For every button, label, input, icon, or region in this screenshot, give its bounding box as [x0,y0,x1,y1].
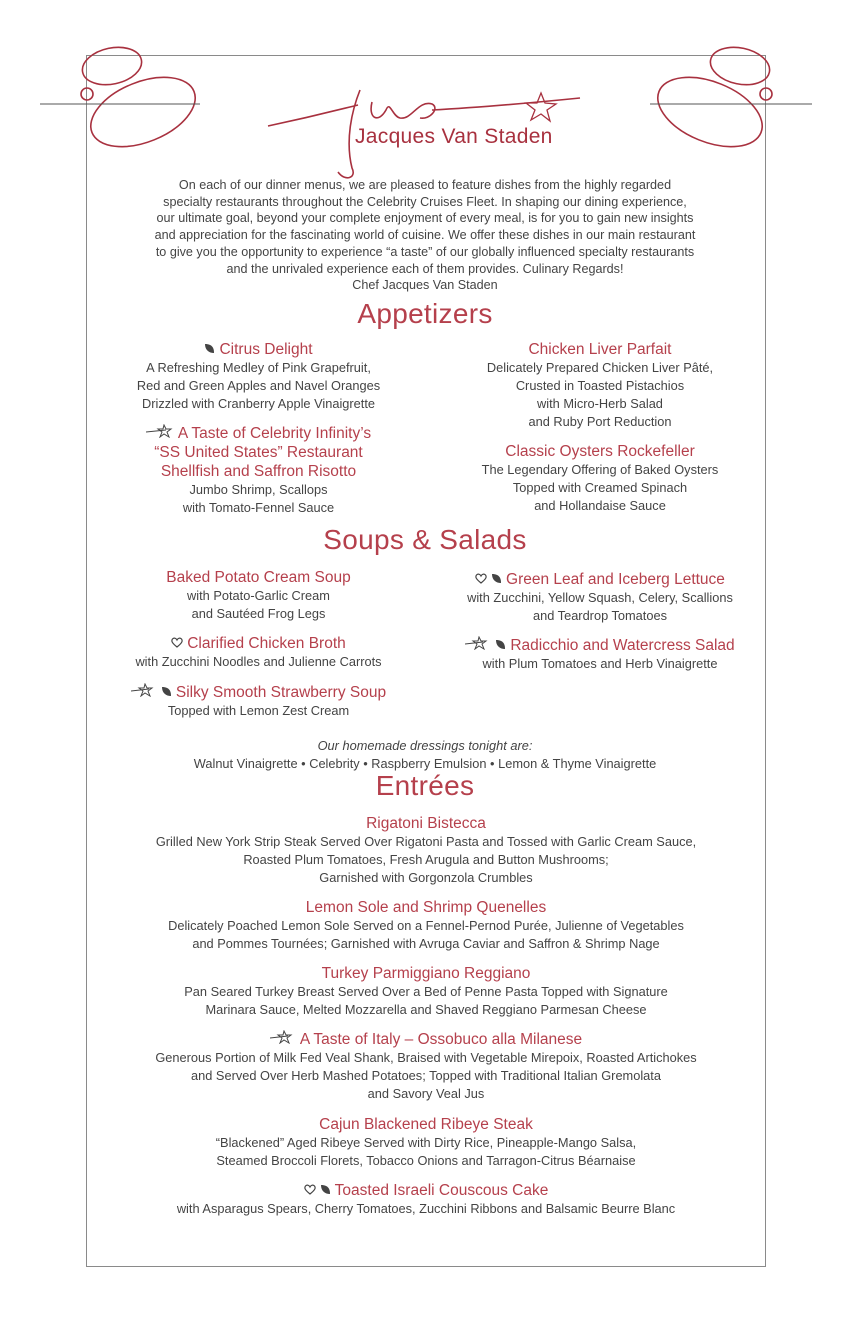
menu-item: Baked Potato Cream Soup with Potato-Garlic Cream and Sautéed Frog Legs [86,568,431,623]
item-name: Cajun Blackened Ribeye Steak [319,1116,533,1133]
item-name: Turkey Parmiggiano Reggiano [321,965,531,982]
chef-signature-name: Jacques Van Staden [355,125,553,148]
menu-item: A Taste of Italy – Ossobuco alla Milanese Generous Portion of Milk Fed Veal Shank, Braised with Vegetable Mirepoix, Roasted Artichokes and Served Over Herb Mashed Potatoes; Topped with Traditional Italian Gremolata and Savory Veal Jus [155,1031,697,1102]
intro-paragraph: On each of our dinner menus, we are pleased to feature dishes from the highly regarded specialty restaurants throughout the Celebrity Cruises Fleet. In shaping our dining experience, our ultimate goal, beyond your complete enjoyment of every meal, is for you to gain new insights and appreciation for the fascinating world of cuisine. We offer these dishes in our main restaurant to give you the opportunity to experience “a taste” of our globally influenced specialty restaurants and the unrivaled experience each of them provides. Culinary Regards! Chef Jacques Van Staden [154,178,696,293]
menu-item: Green Leaf and Iceberg Lettuce with Zucchini, Yellow Squash, Celery, Scallions and Teardrop Tomatoes [467,571,733,624]
heart-icon [304,1181,316,1200]
item-name: Chicken Liver Parfait [528,341,672,358]
item-name: Radicchio and Watercress Salad [510,637,735,654]
menu-item: Lemon Sole and Shrimp Quenelles Delicately Poached Lemon Sole Served on a Fennel-Pernod Purée, Julienne of Vegetables and Pommes Tournées; Garnished with Avruga Caviar and Saffron & Shrimp Nage [86,898,766,953]
item-name: Silky Smooth Strawberry Soup [175,684,387,701]
menu-item: Citrus Delight A Refreshing Medley of Pink Grapefruit, Red and Green Apples and Navel Oranges Drizzled with Cranberry Apple Vinaigrette [136,341,381,412]
menu-item: Turkey Parmiggiano Reggiano Pan Seared Turkey Breast Served Over a Bed of Penne Pasta Topped with Signature Marinara Sauce, Melted Mozzarella and Shaved Reggiano Parmesan Cheese [86,964,766,1019]
item-name: Lemon Sole and Shrimp Quenelles [305,899,547,916]
menu-item: Toasted Israeli Couscous Cake with Asparagus Spears, Cherry Tomatoes, Zucchini Ribbons and Balsamic Beurre Blanc [176,1182,676,1217]
appetizers-title: Appetizers [357,298,493,329]
menu-item: Radicchio and Watercress Salad with Plum Tomatoes and Herb Vinaigrette [425,636,775,673]
menu-item: Silky Smooth Strawberry Soup Topped with Lemon Zest Cream [86,683,431,720]
item-name: Clarified Chicken Broth [187,635,346,652]
star-icon [270,1030,296,1049]
item-name: Citrus Delight [219,341,313,358]
soups-salads-title: Soups & Salads [323,524,527,555]
star-icon [465,636,491,655]
dressings-note [0,737,850,773]
item-name: Green Leaf and Iceberg Lettuce [506,571,725,588]
menu-item: Chicken Liver Parfait Delicately Prepared Chicken Liver Pâté, Crusted in Toasted Pistachios with Micro-Herb Salad and Ruby Port Reduction [425,340,775,431]
menu-item: A Taste of Celebrity Infinity’s “SS United States” Restaurant Shellfish and Saffron Risotto Jumbo Shrimp, Scallops with Tomato-Fennel Sauce [86,424,431,517]
dressings-title: Our homemade dressings tonight are: [317,738,533,753]
heart-icon [475,570,487,589]
item-name: Toasted Israeli Couscous Cake [334,1182,549,1199]
star-icon [131,683,157,702]
item-name: A Taste of Italy – Ossobuco alla Milanese [299,1031,583,1048]
item-name: Baked Potato Cream Soup [166,569,351,586]
leaf-icon [491,570,502,589]
menu-item: Rigatoni Bistecca Grilled New York Strip Steak Served Over Rigatoni Pasta and Tossed with Garlic Cream Sauce, Roasted Plum Tomatoes, Fresh Arugula and Button Mushrooms; Garnished with Gorgonzola Crumbles [86,814,766,887]
leaf-icon [495,636,506,655]
item-name: Classic Oysters Rockefeller [505,443,695,460]
star-icon [146,424,174,443]
heart-icon [171,634,183,653]
menu-item: Cajun Blackened Ribeye Steak “Blackened” Aged Ribeye Served with Dirty Rice, Pineapple-Mango Salsa, Steamed Broccoli Florets, Tobacco Onions and Tarragon-Citrus Béarnaise [86,1115,766,1170]
leaf-icon [320,1181,331,1200]
entrees-title: Entrées [375,770,475,801]
item-name: A Taste of Celebrity Infinity’s [177,425,372,442]
dressings-list: Walnut Vinaigrette • Celebrity • Raspberry Emulsion • Lemon & Thyme Vinaigrette [193,756,657,771]
item-name: Rigatoni Bistecca [366,815,486,832]
leaf-icon [161,683,172,702]
leaf-icon [204,340,215,359]
menu-item: Clarified Chicken Broth with Zucchini Noodles and Julienne Carrots [135,635,382,670]
menu-item: Classic Oysters Rockefeller The Legendary Offering of Baked Oysters Topped with Creamed Spinach and Hollandaise Sauce [425,442,775,515]
